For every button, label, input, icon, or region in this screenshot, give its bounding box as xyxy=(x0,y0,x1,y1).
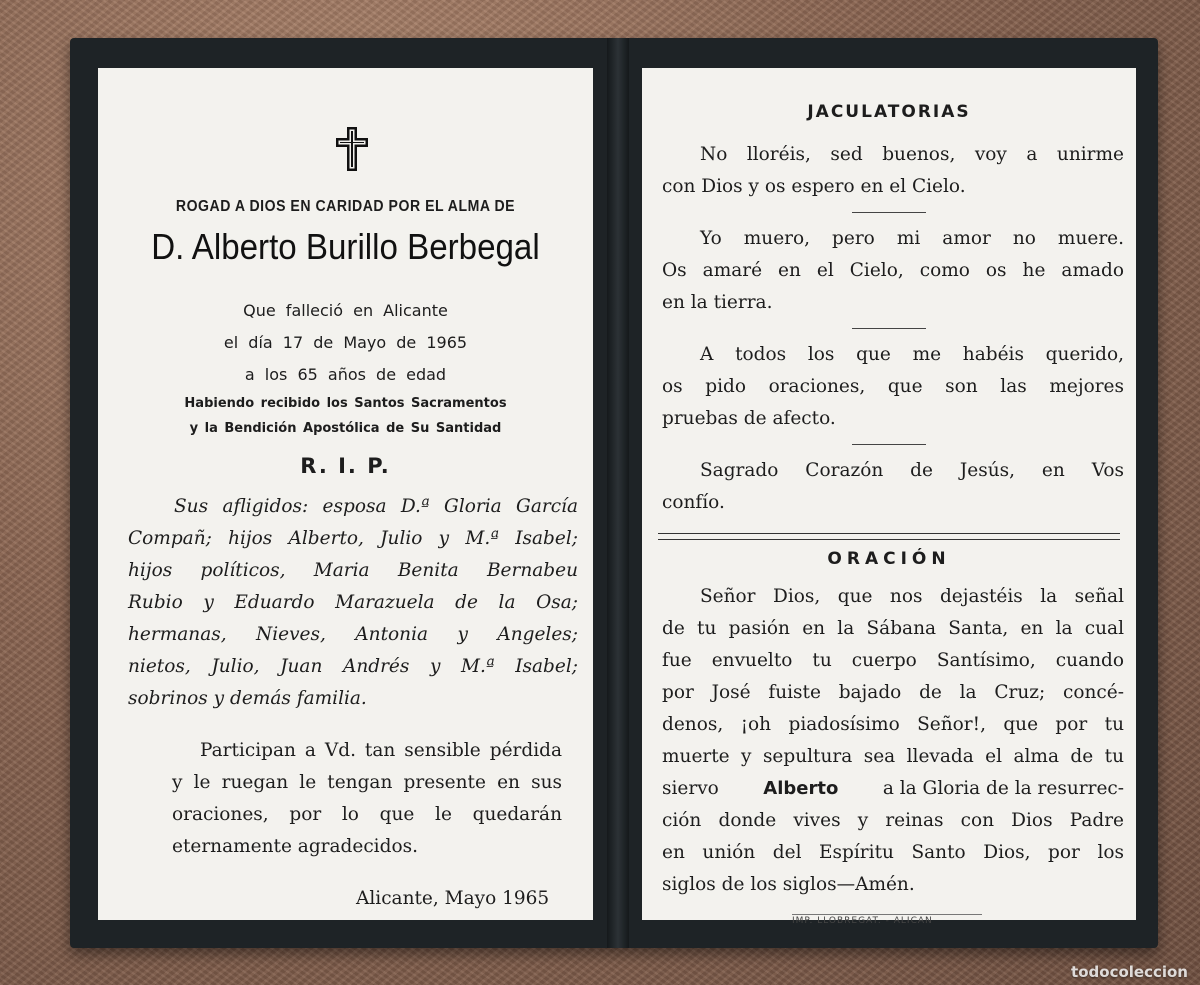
age-at-death: a los 65 años de edad xyxy=(244,365,447,384)
left-panel xyxy=(98,68,593,920)
jaculatoria-line: No lloréis, sed buenos, voy a unirme xyxy=(700,144,1124,165)
family-line: sobrinos y demás familia. xyxy=(128,688,367,709)
deceased-name: D. Alberto Burillo Berbegal xyxy=(151,226,540,267)
deceased-first-name: Alberto xyxy=(763,778,839,799)
jaculatoria-line: confío. xyxy=(662,492,725,513)
jaculatoria-line: pruebas de afecto. xyxy=(662,408,836,429)
jaculatoria-line: Sagrado Corazón de Jesús, en Vos xyxy=(700,460,1124,481)
jaculatoria-line: os pido oraciones, que son las mejores xyxy=(662,376,1124,397)
family-line: Rubio y Eduardo Marazuela de la Osa; xyxy=(128,592,578,613)
place-and-date: Alicante, Mayo 1965 xyxy=(356,888,550,909)
jaculatoria-line: Os amaré en el Cielo, como os he amado xyxy=(662,260,1124,281)
oracion-line: muerte y sepultura sea llevada el alma de tu xyxy=(662,746,1124,767)
oracion-word: a la Gloria de la resurrec- xyxy=(882,778,1124,799)
death-date: el día 17 de Mayo de 1965 xyxy=(223,333,468,352)
family-line: hijos políticos, Maria Benita Bernabeu xyxy=(128,560,578,581)
family-line: hermanas, Nieves, Antonia y Angeles; xyxy=(128,624,578,645)
family-line: nietos, Julio, Juan Andrés y M.ª Isabel; xyxy=(128,656,578,677)
funeral-card xyxy=(70,38,1158,948)
oracion-line: denos, ¡oh piadosísimo Señor!, que por tu xyxy=(662,714,1124,735)
imprint-rule xyxy=(792,914,982,915)
oracion-line: por José fuiste bajado de la Cruz; concé- xyxy=(662,682,1124,703)
oracion-word: siervo xyxy=(662,778,719,799)
prayer-request-header: ROGAD A DIOS EN CARIDAD POR EL ALMA DE xyxy=(175,198,516,215)
participation-line: y le ruegan le tengan presente en sus xyxy=(172,772,562,793)
cross-icon xyxy=(335,126,369,172)
right-panel xyxy=(642,68,1136,926)
rip: R. I. P. xyxy=(300,454,391,478)
participation-line: oraciones, por lo que le quedarán xyxy=(172,804,562,825)
oracion-line xyxy=(662,778,1124,799)
sacraments-line-1: Habiendo recibido los Santos Sacramentos xyxy=(184,396,507,411)
oracion-line: fue envuelto tu cuerpo Santísimo, cuando xyxy=(662,650,1124,671)
card-fold xyxy=(607,38,629,948)
family-line: Compañ; hijos Alberto, Julio y M.ª Isabel; xyxy=(128,528,578,549)
divider xyxy=(852,444,926,445)
jaculatoria-line: Yo muero, pero mi amor no muere. xyxy=(700,228,1124,249)
jaculatoria-line: en la tierra. xyxy=(662,292,773,313)
divider xyxy=(852,328,926,329)
section-double-rule xyxy=(658,533,1120,540)
oracion-line: Señor Dios, que nos dejastéis la señal xyxy=(700,586,1124,607)
sacraments-line-2: y la Bendición Apostólica de Su Santidad xyxy=(189,421,502,436)
oracion-line: en unión del Espíritu Santo Dios, por los xyxy=(662,842,1124,863)
oracion-line: de tu pasión en la Sábana Santa, en la cual xyxy=(662,618,1124,639)
jaculatorias-title: JACULATORIAS xyxy=(807,102,971,122)
jaculatoria-line: A todos los que me habéis querido, xyxy=(700,344,1124,365)
printer-imprint: IMP. LLOBREGAT. - ALICAN xyxy=(792,916,933,926)
participation-line: eternamente agradecidos. xyxy=(172,836,418,857)
oracion-title: ORACIÓN xyxy=(827,549,951,569)
watermark: todocoleccion xyxy=(1071,963,1188,981)
family-line: Sus afligidos: esposa D.ª Gloria García xyxy=(174,496,578,517)
oracion-line: siglos de los siglos—Amén. xyxy=(662,874,915,895)
jaculatoria-line: con Dios y os espero en el Cielo. xyxy=(662,176,966,197)
divider xyxy=(852,212,926,213)
oracion-line: ción donde vives y reinas con Dios Padre xyxy=(662,810,1124,831)
death-place: Que falleció en Alicante xyxy=(243,301,448,320)
participation-line: Participan a Vd. tan sensible pérdida xyxy=(200,740,562,761)
